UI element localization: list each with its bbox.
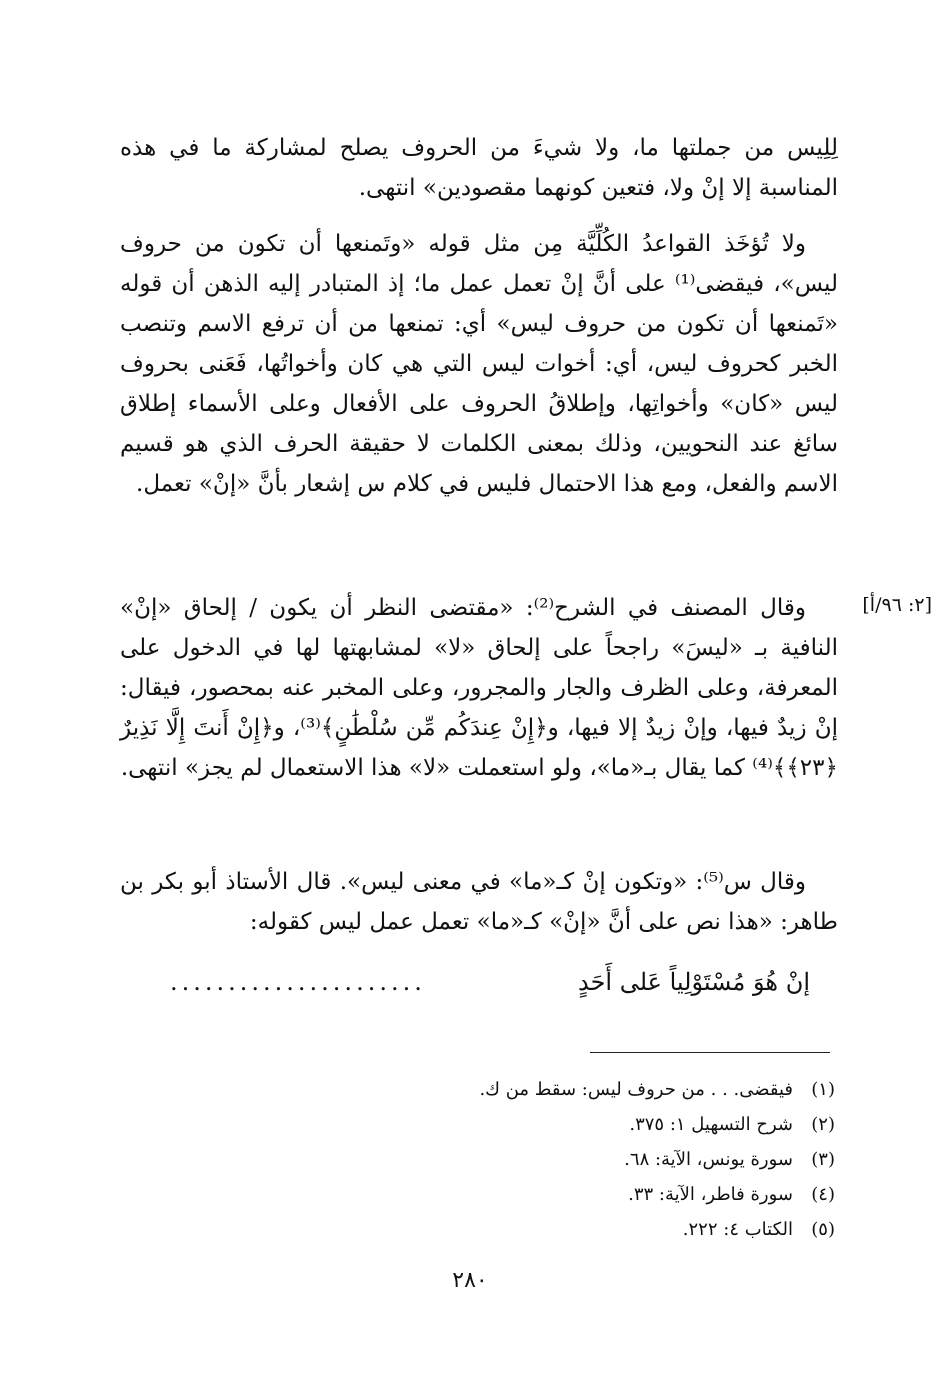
footnote-number: (٣) [811, 1149, 835, 1170]
paragraph-4: وقال س⁽⁵⁾: «وتكون إنْ كـ«ما» في معنى ليس». قال الأستاذ أبو بكر بن طاهر: «هذا نص على أنَّ «إنْ» كـ«ما» تعمل عمل ليس كقوله: [120, 869, 838, 935]
footnote-text: سورة فاطر، الآية: ٣٣. [628, 1184, 793, 1205]
footnote-item [300, 1212, 835, 1247]
footnote-text: فيقضى. . . من حروف ليس: سقط من ك. [479, 1079, 793, 1100]
footnote-text: سورة يونس، الآية: ٦٨. [624, 1149, 793, 1170]
footnotes [300, 1072, 835, 1247]
verse-hemistich: إنْ هُوَ مُسْتَوْلِياً عَلى أَحَدٍ [577, 968, 810, 996]
footnote-number: (٢) [811, 1114, 835, 1135]
poetry-verse [160, 962, 810, 1002]
paragraph-1: لِلِيس من جملتها ما، ولا شيءَ من الحروف يصلح لمشاركة ما في هذه المناسبة إلا إنْ ولا، فتعين كونهما مقصودين» انتهى. [120, 135, 838, 201]
paragraph-continuation [120, 128, 838, 208]
paragraph-block-2 [120, 224, 838, 504]
footnote-text: شرح التسهيل ١: ٣٧٥. [629, 1114, 793, 1135]
paragraph-block-4 [120, 862, 838, 942]
footnote-item [300, 1177, 835, 1212]
footnote-separator [590, 1052, 830, 1053]
footnote-text: الكتاب ٤: ٢٢٢. [682, 1219, 793, 1240]
footnote-item [300, 1107, 835, 1142]
paragraph-3: وقال المصنف في الشرح⁽²⁾: «مقتضى النظر أن يكون / إلحاق «إنْ» النافية بـ «ليسَ» راجحاً على إلحاق «لا» لمشابهتها لها في الدخول على المعرفة، وعلى الظرف والجار والمجرور، وعلى المخبر عنه بمحصور، فيقال: إنْ زيدٌ فيها، وإنْ زيدٌ إلا فيها، و﴿إِنْ عِندَكُم مِّن سُلْطَٰنٍ﴾⁽³⁾، و﴿إِنْ أَنتَ إِلَّا نَذِيرٌ ﴿٢٣﴾﴾⁽⁴⁾ كما يقال بـ«ما»، ولو استعملت «لا» هذا الاستعمال لم يجز» انتهى. [120, 595, 838, 781]
footnote-item [300, 1142, 835, 1177]
footnote-number: (١) [811, 1079, 835, 1100]
marginal-manuscript-reference: [٢: ٩٦/أ] [862, 594, 932, 616]
footnote-number: (٤) [811, 1184, 835, 1205]
paragraph-block-3 [120, 588, 838, 788]
verse-ellipsis: ...................... [170, 968, 426, 996]
footnote-number: (٥) [811, 1219, 835, 1240]
page-number: ٢٨٠ [452, 1268, 488, 1293]
footnote-item [300, 1072, 835, 1107]
paragraph-2: ولا تُؤخَذ القواعدُ الكُلِّيَّة مِن مثل قوله «وتَمنعها أن تكون من حروف ليس»، فيقضى⁽¹⁾ على أنَّ إنْ تعمل عمل ما؛ إذ المتبادر إليه الذهن أن قوله «تَمنعها أن تكون من حروف ليس» أي: تمنعها من أن ترفع الاسم وتنصب الخبر كحروف ليس، أي: أخوات ليس التي هي كان وأخواتُها، فَعَنى بحروف ليس «كان» وأخواتِها، وإطلاقُ الحروف على الأفعال وعلى الأسماء إطلاق سائغ عند النحويين، وذلك بمعنى الكلمات لا حقيقة الحرف الذي هو قسيم الاسم والفعل، ومع هذا الاحتمال فليس في كلام س إشعار بأنَّ «إنْ» تعمل. [120, 231, 838, 497]
